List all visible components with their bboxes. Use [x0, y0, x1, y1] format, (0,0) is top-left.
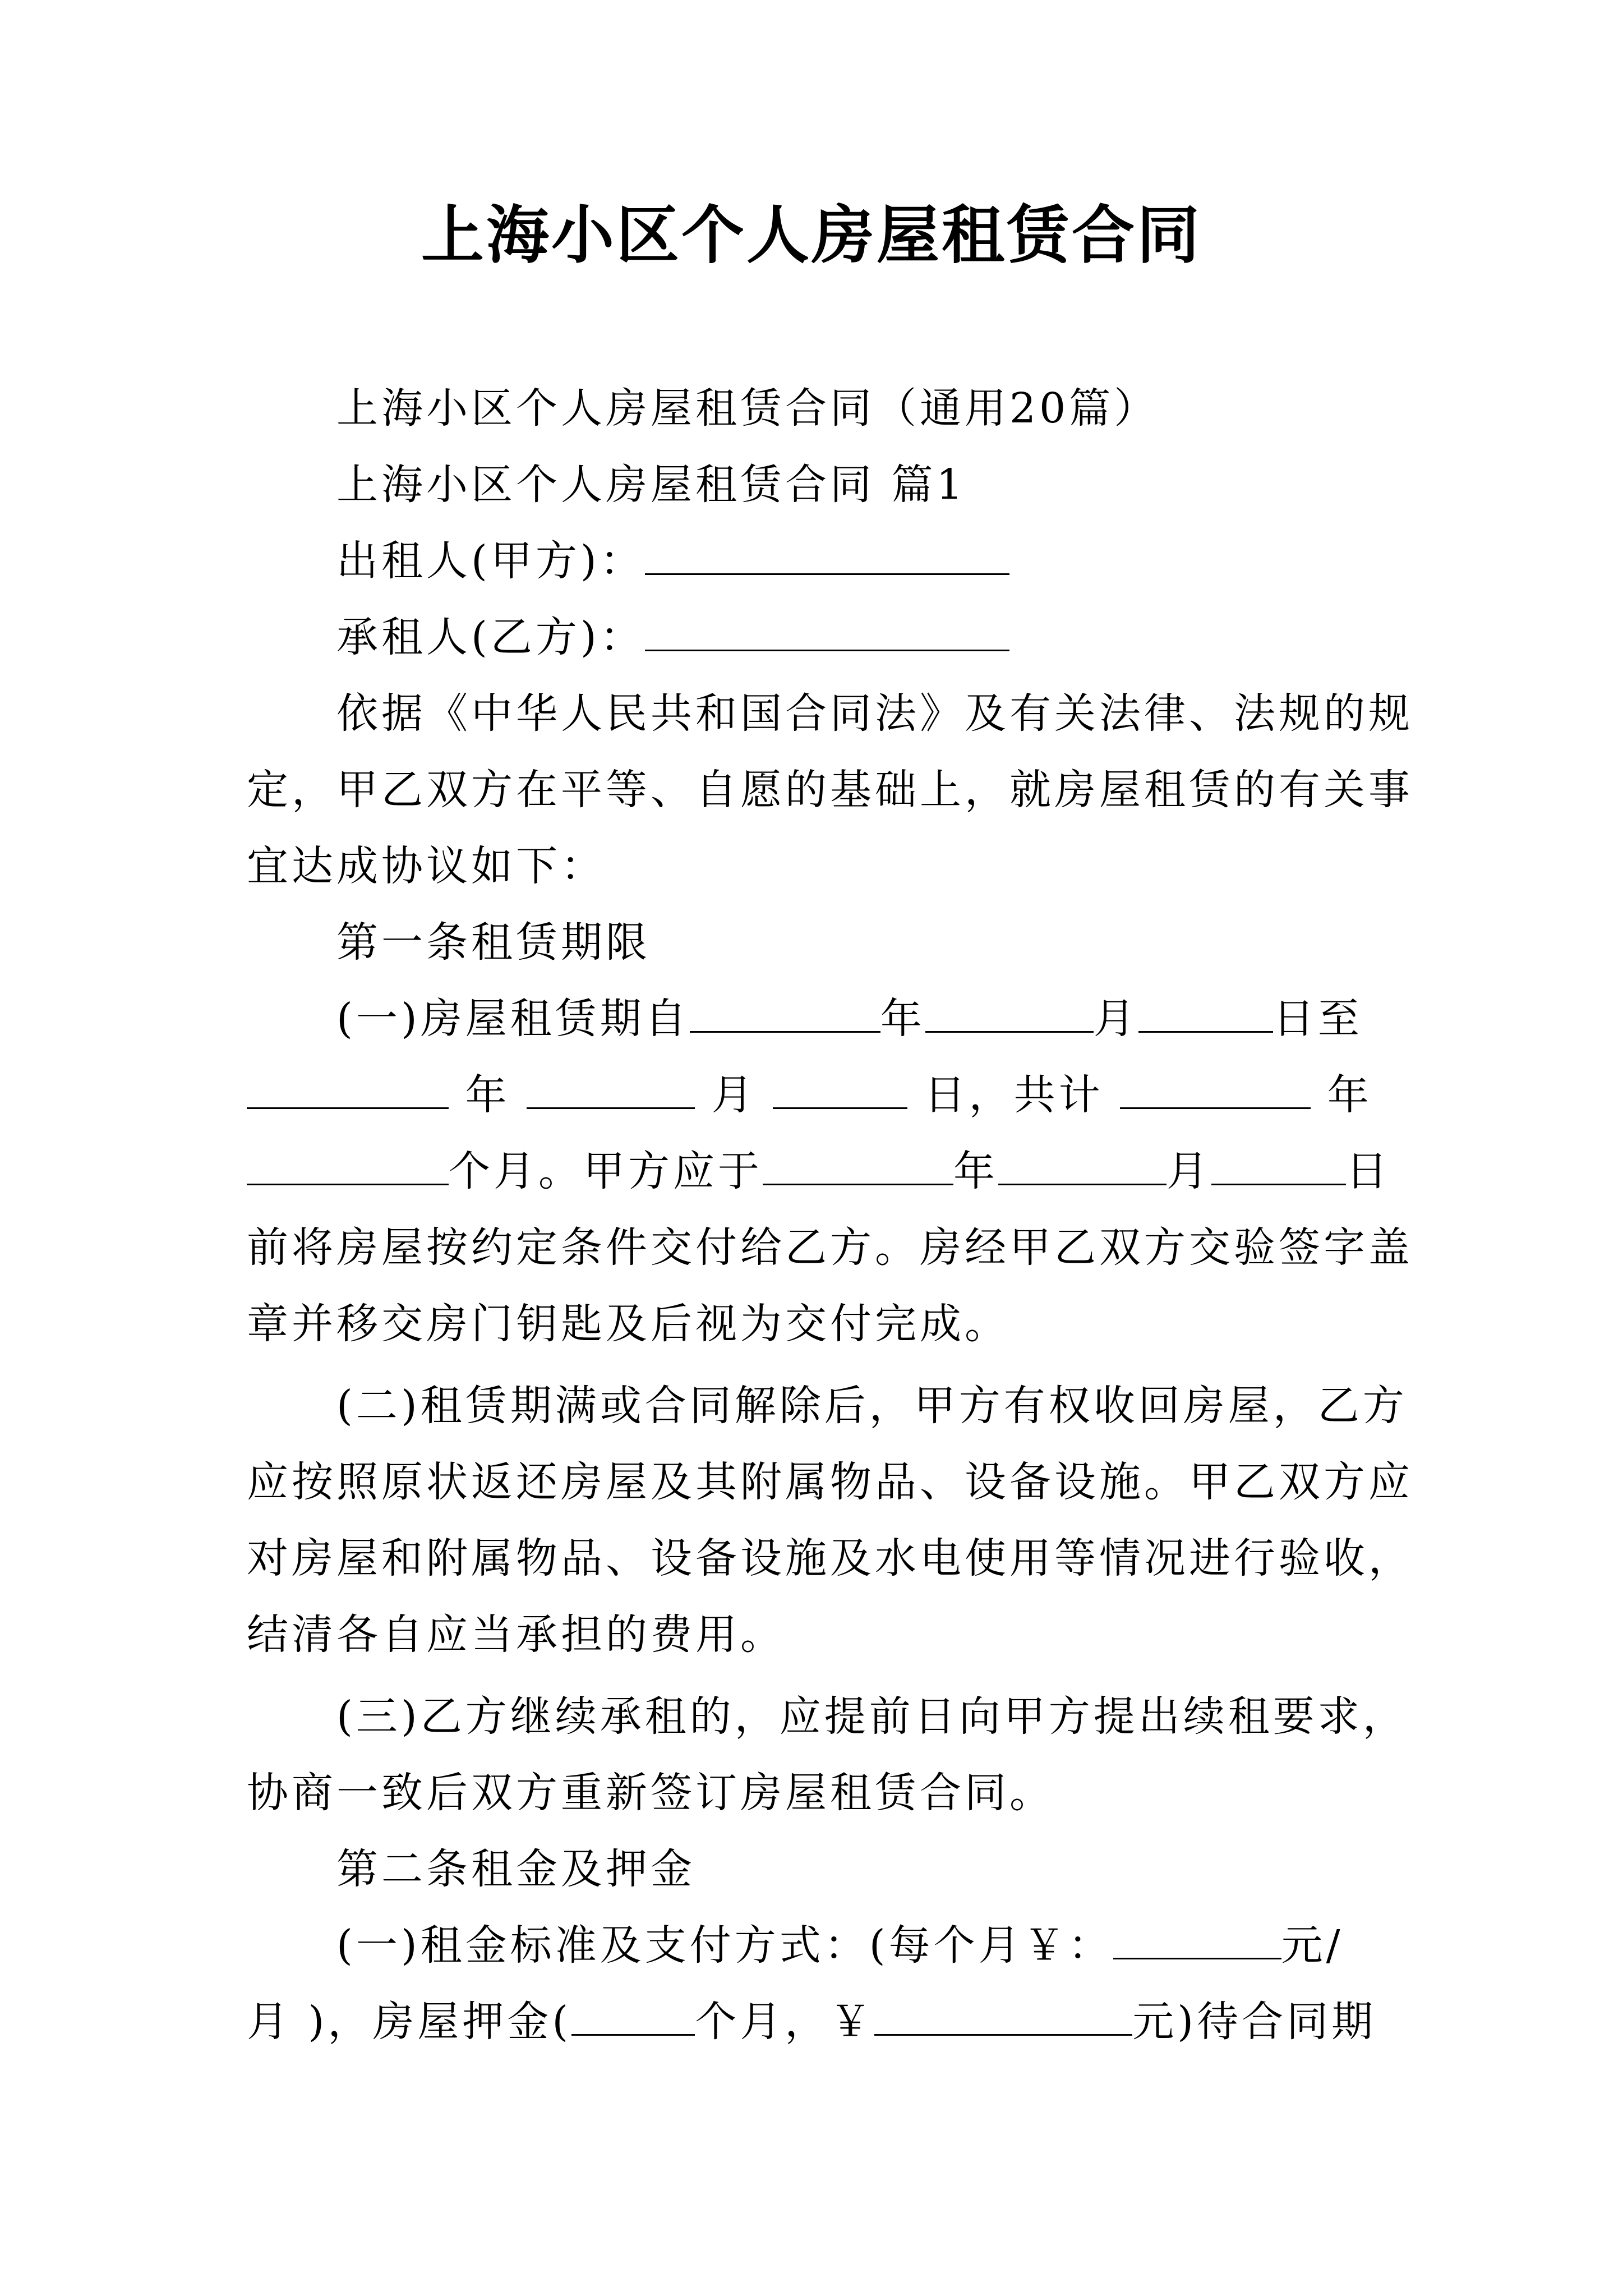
blank-field[interactable] [1211, 1137, 1346, 1185]
text-fragment: 月 [1093, 995, 1138, 1043]
section-heading: 上海小区个人房屋租赁合同 篇1 [336, 461, 966, 509]
blank-field[interactable] [1120, 1060, 1311, 1109]
text-fragment: 元)待合同期 [1132, 1998, 1377, 2046]
paragraph-line: 宜达成协议如下： [247, 842, 606, 890]
document-title: 上海小区个人房屋租赁合同 [421, 199, 1202, 272]
text-fragment: 日，共计 [924, 1071, 1104, 1119]
blank-field[interactable] [998, 1137, 1166, 1185]
paragraph-line: 对房屋和附属物品、设备设施及水电使用等情况进行验收， [247, 1534, 1413, 1582]
lessee-label: 承租人(乙方)： [336, 613, 645, 661]
blank-field[interactable] [247, 1060, 449, 1109]
text-fragment: 日至 [1272, 995, 1363, 1043]
lease-term-line-3 [247, 1133, 1391, 1209]
blank-field[interactable] [247, 1137, 449, 1185]
text-fragment: 月 [1166, 1147, 1211, 1195]
paragraph-line: 结清各自应当承担的费用。 [247, 1611, 785, 1659]
lease-term-line-1 [247, 981, 1380, 1057]
subtitle: 上海小区个人房屋租赁合同（通用20篇） [336, 384, 1159, 432]
blank-field[interactable] [527, 1060, 695, 1109]
text-fragment: 月 [711, 1071, 757, 1119]
blank-field[interactable] [763, 1137, 953, 1185]
lease-term-line-2 [247, 1057, 1380, 1133]
text-fragment: 个月。甲方应于 [449, 1147, 763, 1195]
blank-field[interactable] [1138, 984, 1273, 1033]
text-fragment: 日 [1346, 1147, 1391, 1195]
text-fragment: (一)房屋租赁期自 [336, 995, 690, 1043]
text-fragment: 年 [1327, 1071, 1372, 1119]
document-body [247, 370, 1413, 2060]
article-heading: 第二条租金及押金 [336, 1845, 695, 1893]
article-heading: 第一条租赁期限 [336, 918, 651, 967]
paragraph-line: 依据《中华人民共和国合同法》及有关法律、法规的规 [336, 689, 1413, 738]
paragraph-line: (二)租赁期满或合同解除后，甲方有权收回房屋，乙方 [336, 1382, 1408, 1430]
lessor-blank[interactable] [645, 526, 1009, 575]
blank-field[interactable] [690, 984, 880, 1033]
text-fragment: 个月，￥ [695, 1998, 875, 2046]
text-fragment: 年 [953, 1147, 998, 1195]
lessor-label: 出租人(甲方)： [336, 537, 645, 585]
deposit-months-blank[interactable] [571, 1987, 695, 2036]
rent-line-2 [247, 1984, 1380, 2060]
blank-field[interactable] [773, 1060, 907, 1109]
paragraph-line: 章并移交房门钥匙及后视为交付完成。 [247, 1300, 1009, 1348]
text-fragment: 元/ [1281, 1921, 1344, 1970]
rent-line-1 [247, 1907, 1380, 1984]
lessor-line [247, 523, 1380, 599]
text-fragment: 年 [465, 1071, 510, 1119]
paragraph-line: 前将房屋按约定条件交付给乙方。房经甲乙双方交验签字盖 [247, 1223, 1413, 1272]
text-fragment: 年 [880, 995, 925, 1043]
paragraph-line: 协商一致后双方重新签订房屋租赁合同。 [247, 1769, 1054, 1817]
text-fragment: (一)租金标准及支付方式：(每个月￥： [336, 1921, 1113, 1970]
blank-field[interactable] [925, 984, 1094, 1033]
deposit-amount-blank[interactable] [874, 1987, 1132, 2036]
lessee-line [247, 599, 1380, 675]
paragraph-line: (三)乙方继续承租的，应提前日向甲方提出续租要求， [336, 1692, 1408, 1741]
lessee-blank[interactable] [645, 602, 1009, 651]
text-fragment: 月 )，房屋押金( [247, 1998, 572, 2046]
rent-amount-blank[interactable] [1113, 1911, 1281, 1959]
paragraph-line: 应按照原状返还房屋及其附属物品、设备设施。甲乙双方应 [247, 1458, 1413, 1506]
paragraph-line: 定，甲乙双方在平等、自愿的基础上，就房屋租赁的有关事 [247, 766, 1413, 814]
